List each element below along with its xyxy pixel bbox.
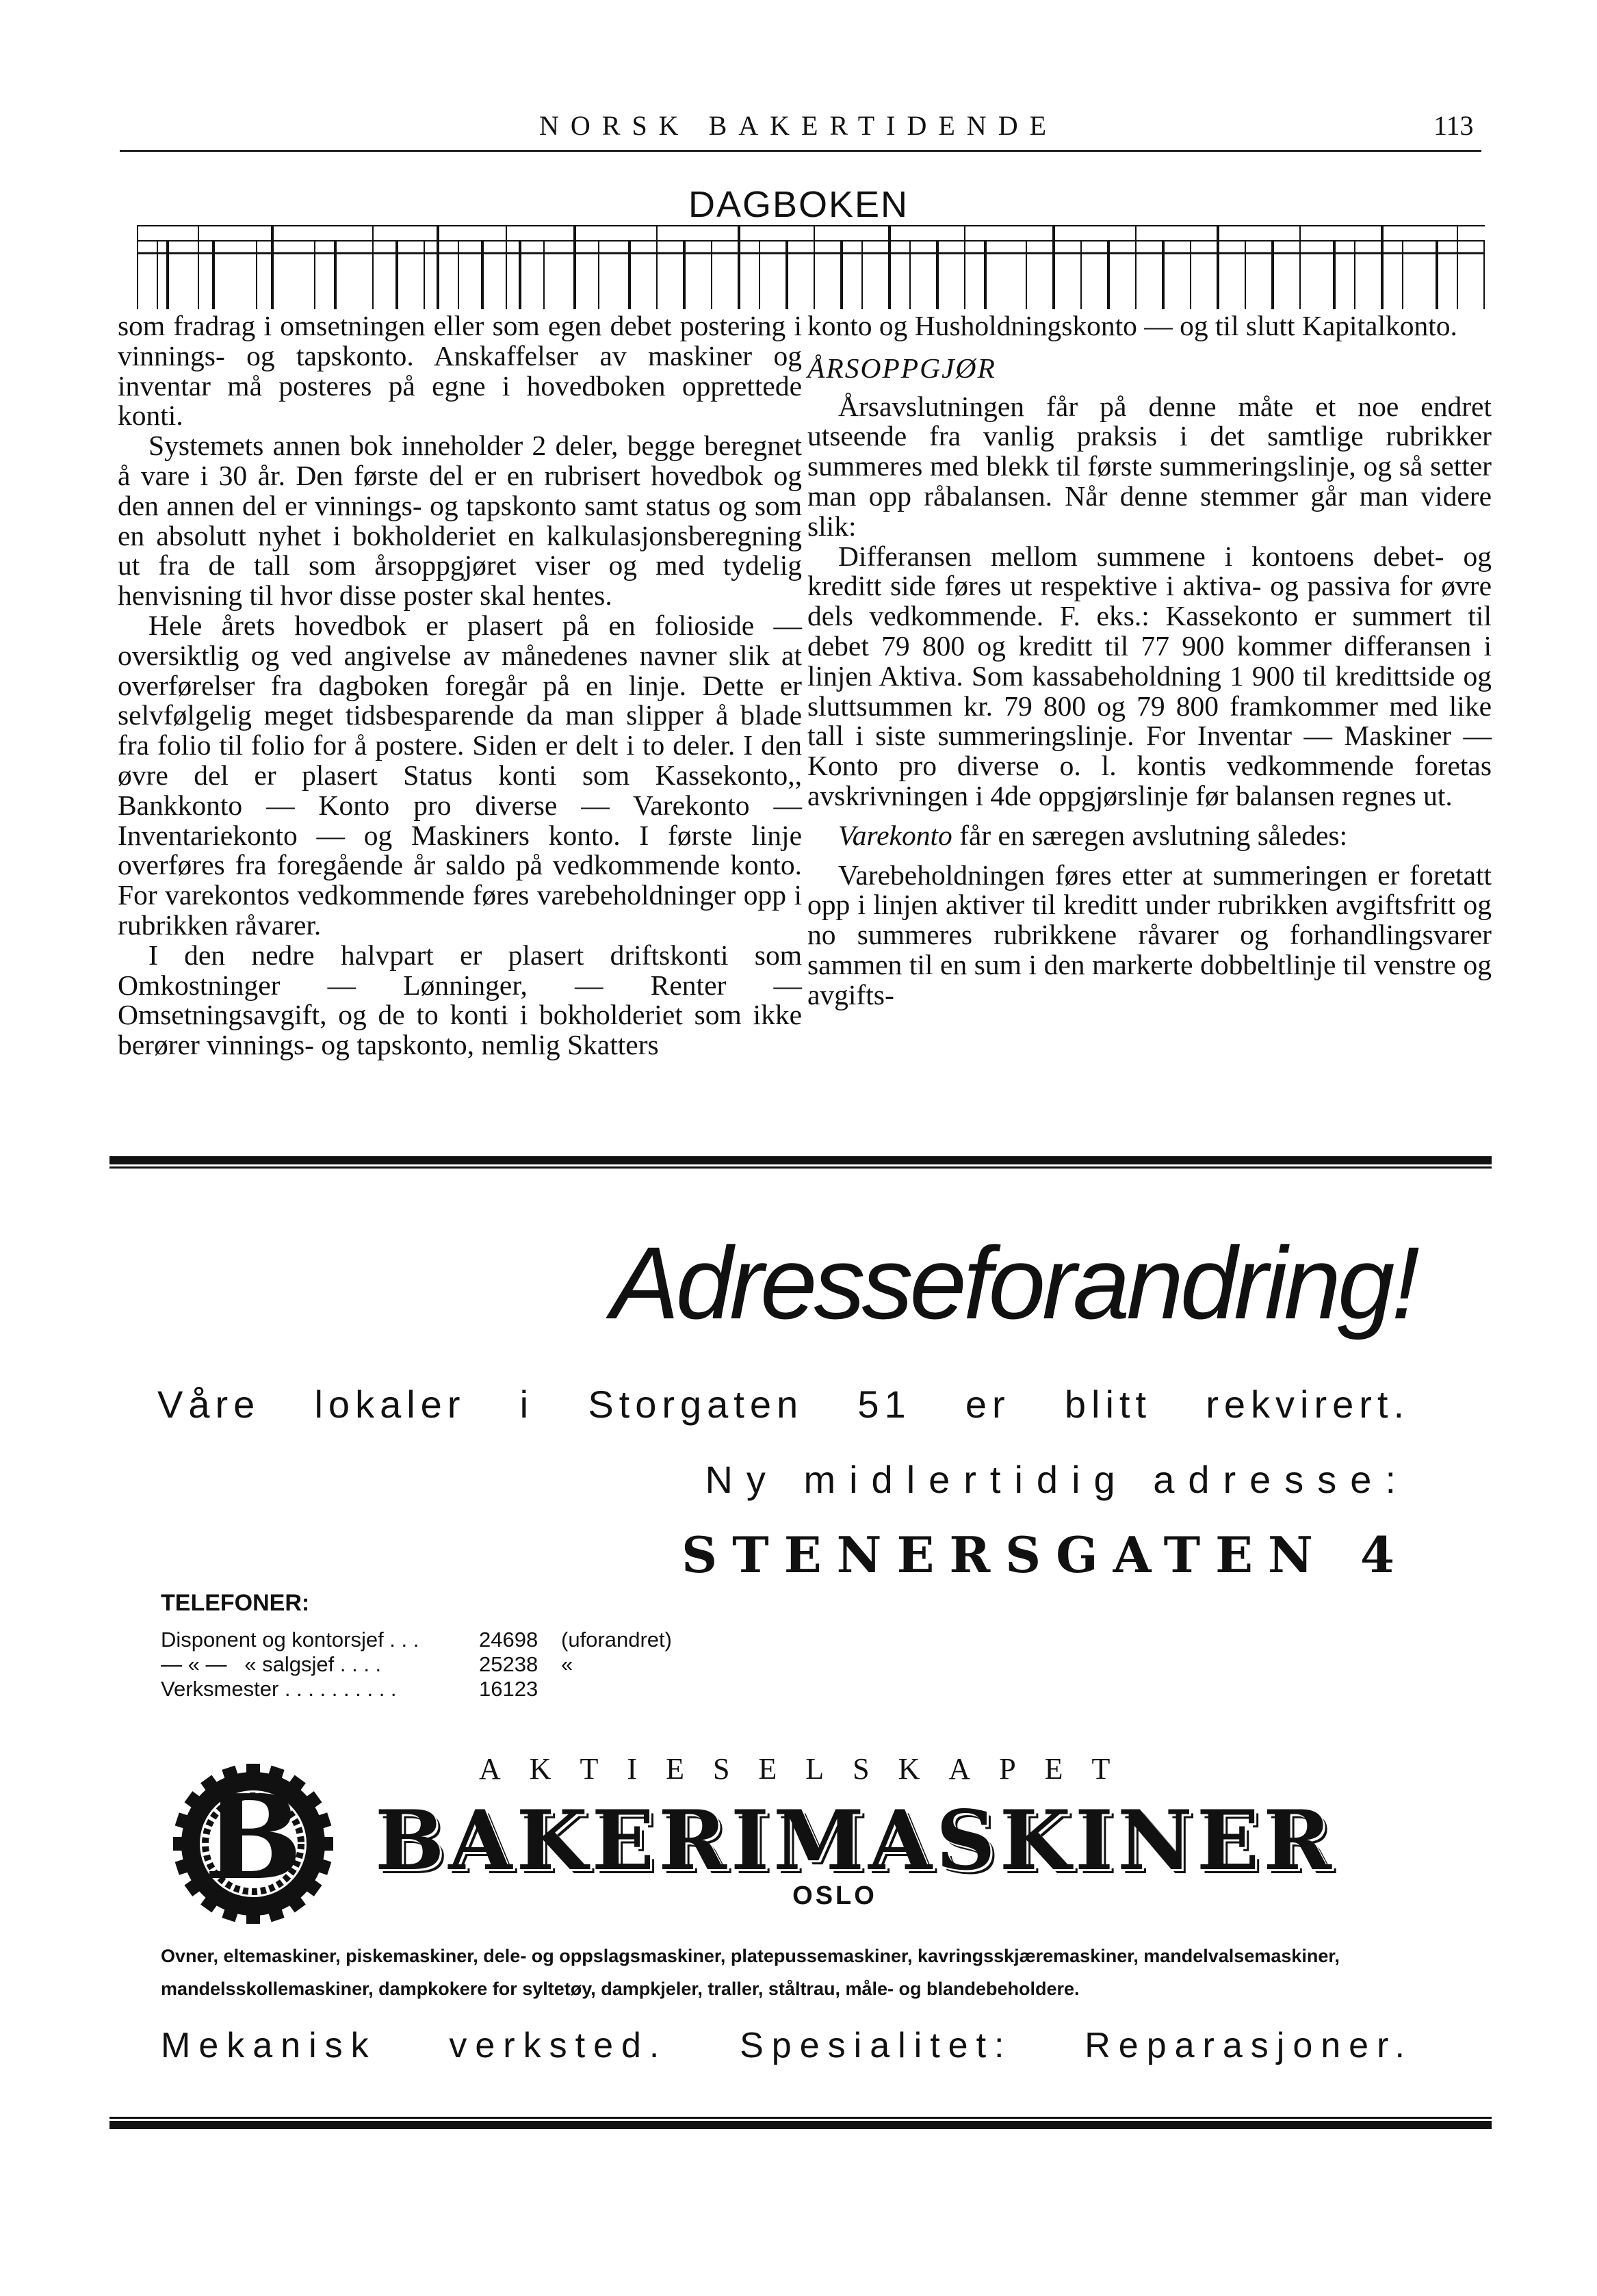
ledger-title: DAGBOKEN <box>688 184 909 225</box>
ad-top-rule-thin <box>109 1166 1492 1169</box>
phone-row <box>161 1652 672 1677</box>
company-city: OSLO <box>792 1881 877 1910</box>
phone-label: — « — « salgsjef . . . . <box>161 1652 382 1676</box>
phone-list <box>161 1591 672 1701</box>
product-list: Ovner, eltemaskiner, piskemaskiner, dele- og oppslagsmaskiner, platepussemaskiner, kavringsskjæremaskiner, mandelvalsemaskiner, mandelsskollemaskiner, dampkokere for syltetøy, dampkjeler, traller, ståltrau, måle- og blandebeholdere. <box>161 1946 1340 1999</box>
paragraph: I den nedre halvpart er plasert driftskonti som Omkostninger — Lønninger, — Renter — Omsetningsavgift, og de to konti i bokholderiet som ikke berører vinnings- og tapskonto, nemlig Skatters <box>118 939 802 1061</box>
varekonto-lead: Varekonto <box>838 819 952 851</box>
ad-bottom-rule-thin <box>109 2117 1492 2119</box>
paragraph <box>807 821 1492 851</box>
ad-street-address: STENERSGATEN 4 <box>681 1526 1410 1584</box>
paragraph: Hele årets hovedbok er plasert på en folioside — oversiktlig og ved angivelse av månedenes navner slik at overførelser fra dagboken foregår på en linje. Dette er selvfølgelig meget tidsbesparende da man slipper å blade fra folio til folio for å postere. Siden er delt i to deler. I den øvre del er plasert Status konti som Kassekonto,, Bankkonto — Konto pro diverse — Varekonto — Inventariekonto — og Maskiners konto. I første linje overføres fra foregående år saldo på vedkommende konto. For varekontos vedkommende føres varebeholdninger opp i rubrikken råvarer. <box>118 609 802 941</box>
page-number: 113 <box>1433 110 1474 141</box>
paragraph: Differansen mellom summene i kontoens debet- og kreditt side føres ut respektive i aktiva- og passiva for øvre dels vedkommende. F. eks.: Kassekonto er summert til debet 79 800 og kreditt til 77 900 kommer differansen i linjen Aktiva. Som kassabeholdning 1 900 til kredittside og sluttsummen kr. 79 800 og 79 800 framkommer med like tall i siste summeringslinje. For Inventar — Maskiner — Konto pro diverse o. l. kontis vedkommende foretas avskrivningen i 4de oppgjørslinje før balansen regnes ut. <box>807 540 1492 811</box>
phone-number: 16123 <box>479 1677 538 1701</box>
phones-heading: TELEFONER: <box>161 1590 310 1616</box>
phone-row <box>161 1677 672 1701</box>
ledger-grid-illustration <box>137 220 1485 309</box>
paragraph: konto og Husholdningskonto — og til slutt Kapitalkonto. <box>807 310 1457 341</box>
phone-number: 25238 <box>479 1652 538 1676</box>
ad-bottom-rule <box>109 2121 1492 2129</box>
svg-text:B: B <box>204 1769 302 1906</box>
phone-row <box>161 1628 672 1652</box>
workshop-slogan: Mekanisk verksted. Spesialitet: Reparasjoner. <box>161 2026 1413 2065</box>
ad-headline: Adresseforandring! <box>610 1225 1416 1340</box>
phone-note: « <box>561 1652 573 1676</box>
company-name: BAKERIMASKINER <box>374 1792 1336 1889</box>
paragraph: Varebeholdningen føres etter at summeringen er foretatt opp i linjen aktiver til kreditt under rubrikken avgiftsfritt og no summeres rubrikkene råvarer og forhandlingsvarer sammen til en sum i den markerte dobbeltlinje til venstre og avgifts- <box>807 859 1492 1010</box>
paragraph: Årsavslutningen får på denne måte et noe endret utseende fra vanlig praksis i det samtlige rubrikker summeres med blekk til første summeringslinje, og så setter man opp råbalansen. Når denne stemmer går man videre slik: <box>807 390 1492 542</box>
ad-new-address-label: Ny midlertidig adresse: <box>705 1458 1410 1501</box>
phone-label: Verksmester . . . . . . . . . . <box>161 1677 397 1701</box>
varekonto-rest: får en særegen avslutning således: <box>952 819 1348 851</box>
paragraph: Systemets annen bok inneholder 2 deler, begge beregnet å vare i 30 år. Den første del er en rubrisert hovedbok og den annen del er vinnings- og tapskonto samt status og som en absolutt nyhet i bokholderiet en kalkulasjonsberegning ut fra de tall som årsoppgjøret viser og med tydelig henvisning til hvor disse poster skal hentes. <box>118 430 802 612</box>
phone-number: 24698 <box>479 1628 538 1652</box>
company-prefix: AKTIESELSKAPET <box>479 1752 1139 1786</box>
gear-logo-icon <box>164 1751 342 1929</box>
right-column <box>807 311 1492 1010</box>
ad-top-rule <box>109 1156 1492 1164</box>
ad-announcement: Våre lokaler i Storgaten 51 er blitt rekvirert. <box>157 1383 1410 1426</box>
left-column <box>118 311 802 1060</box>
section-heading: ÅRSOPPGJØR <box>807 352 996 384</box>
phone-label: Disponent og kontorsjef . . . <box>161 1628 419 1652</box>
phone-note: (uforandret) <box>561 1628 672 1652</box>
paragraph: som fradrag i omsetningen eller som egen debet postering i vinnings- og tapskonto. Anskaffelser av maskiner og inventar må posteres på egne i hovedboken opprettede konti. <box>118 310 802 432</box>
running-header: NORSK BAKERTIDENDE <box>538 110 1059 141</box>
header-rule <box>120 150 1481 152</box>
